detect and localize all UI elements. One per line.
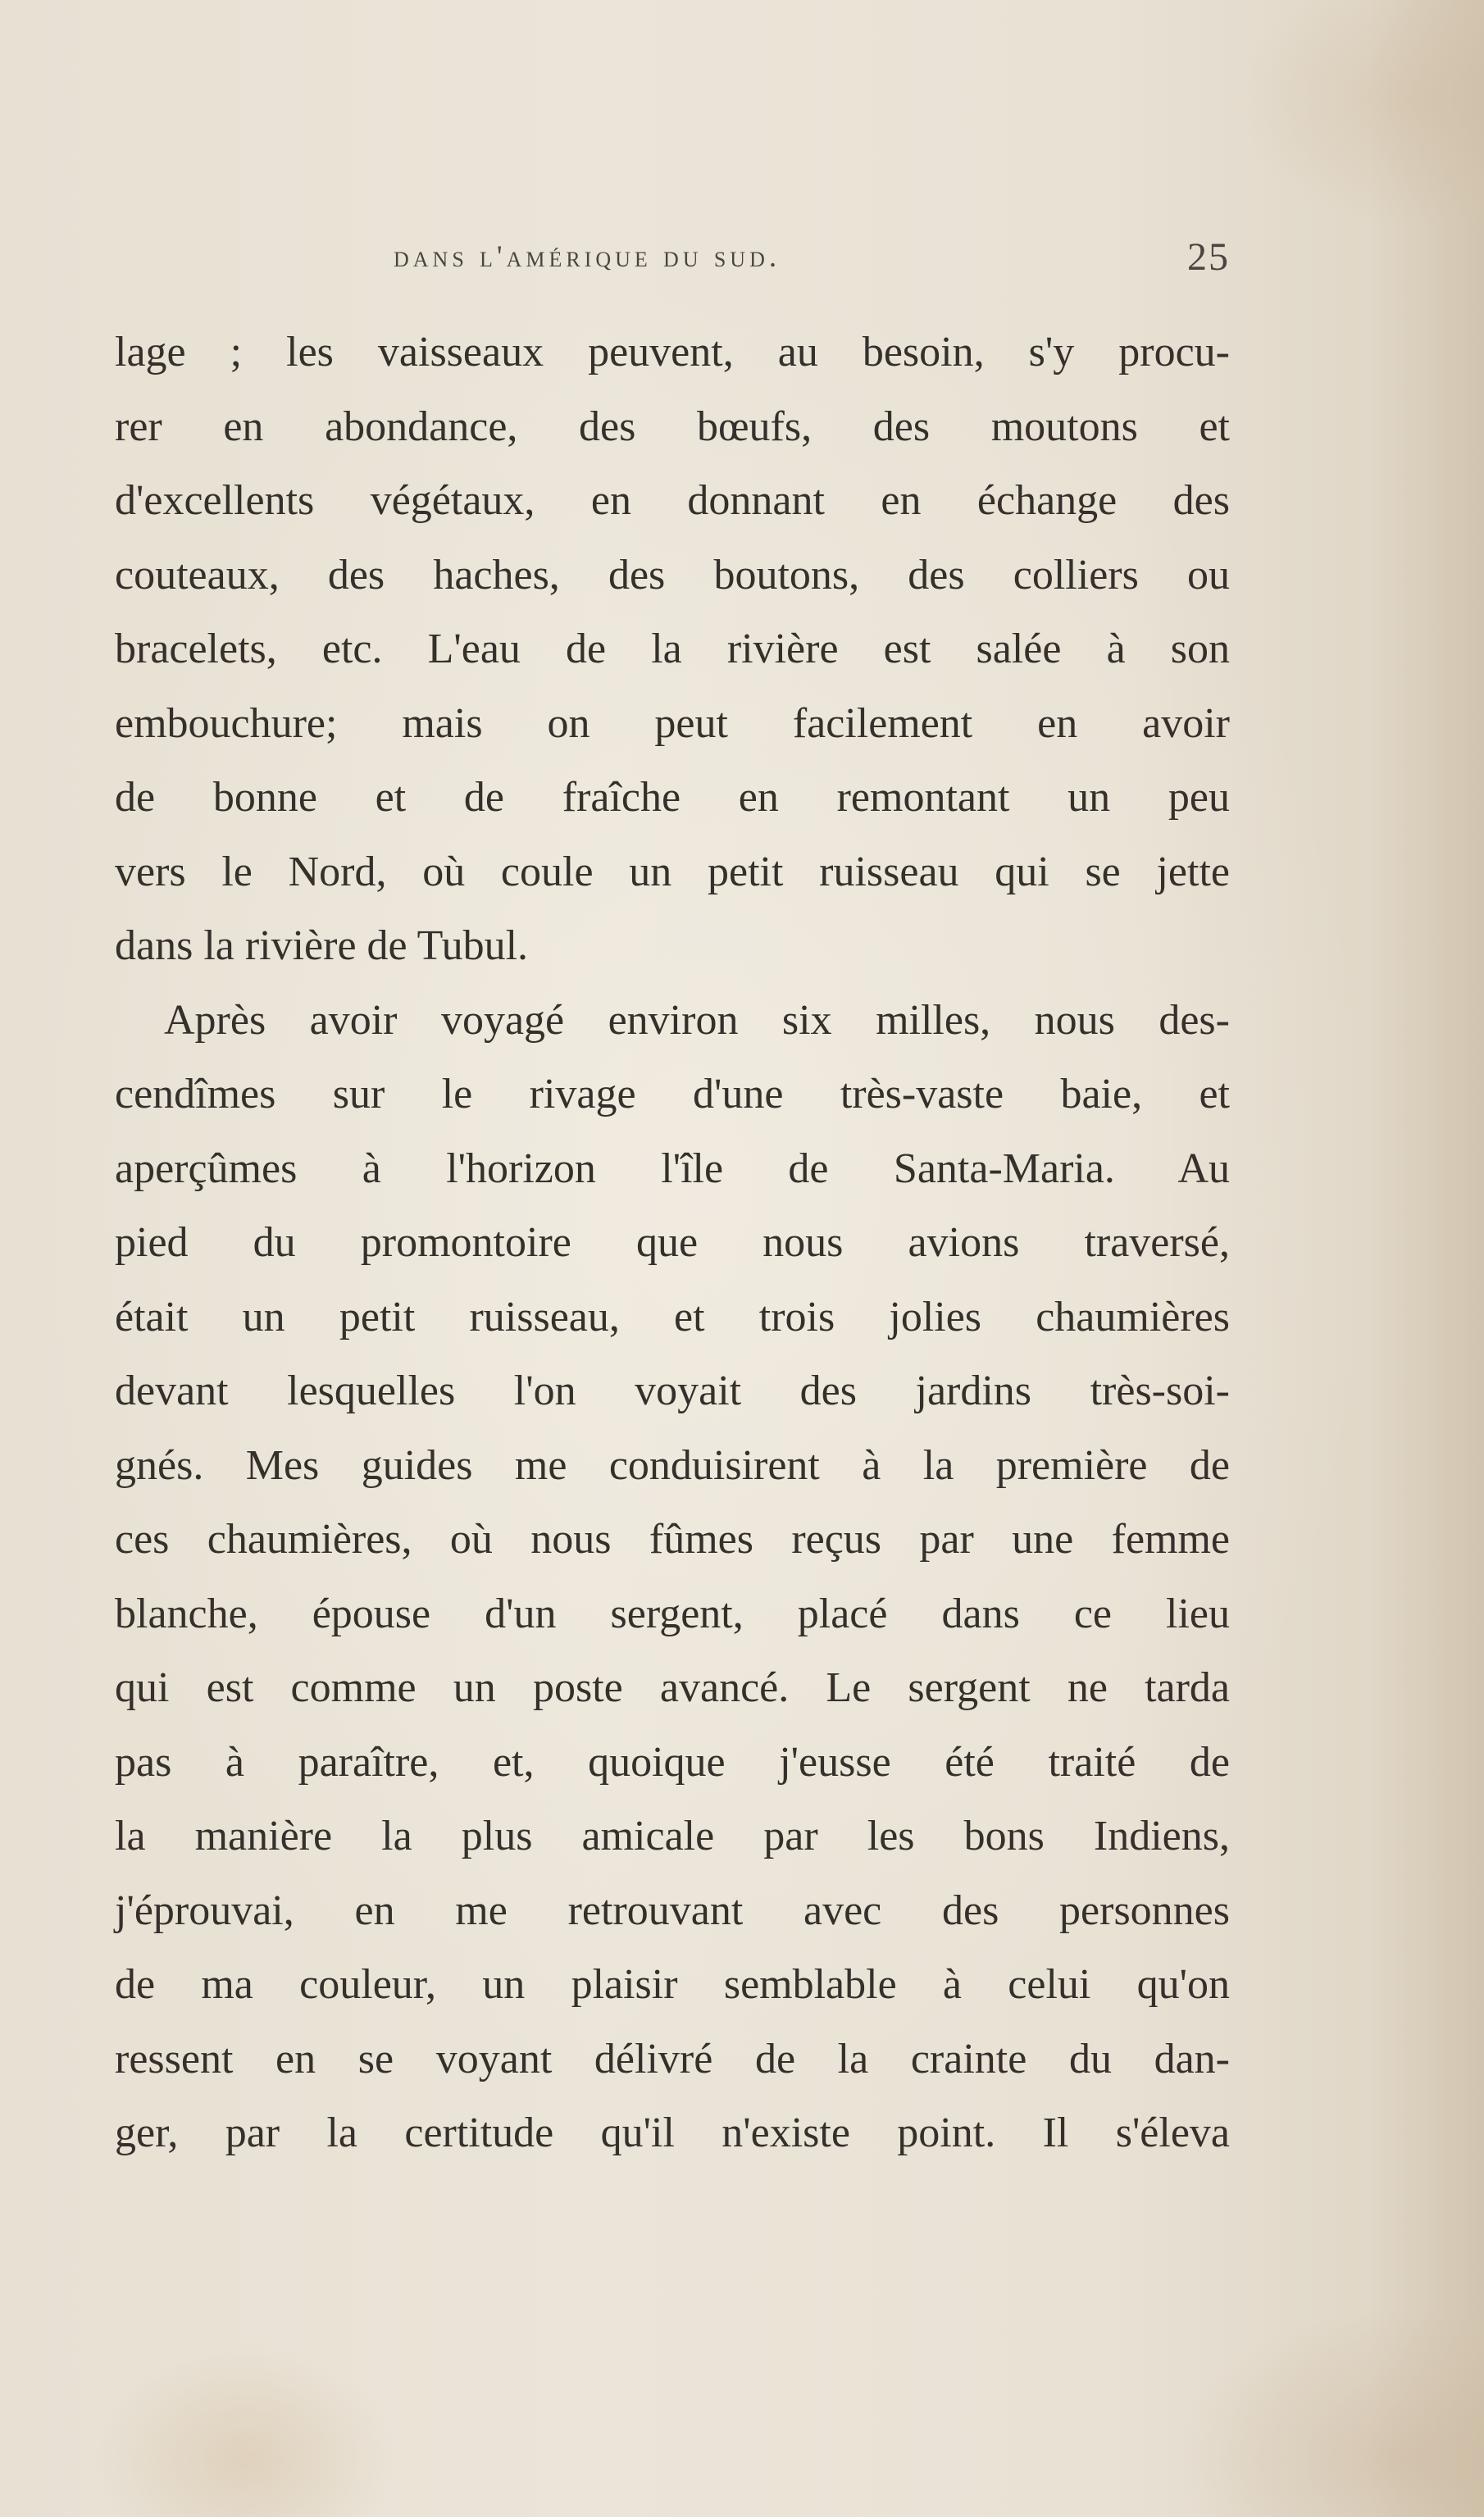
text-line: devant lesquelles l'on voyait des jardins très-soi-	[115, 1368, 1230, 1414]
text-line: Après avoir voyagé environ six milles, nous des-	[164, 996, 1230, 1044]
text-line: aperçûmes à l'horizon l'île de Santa-Maria. Au	[115, 1145, 1230, 1192]
text-line: j'éprouvai, en me retrouvant avec des personnes	[115, 1887, 1230, 1934]
running-header	[115, 235, 1230, 297]
text-line: pied du promontoire que nous avions traversé,	[115, 1219, 1230, 1266]
text-line: vers le Nord, où coule un petit ruisseau qui se jette	[115, 848, 1230, 895]
text-line: était un petit ruisseau, et trois jolies chaumières	[115, 1293, 1230, 1340]
text-line: couteaux, des haches, des boutons, des colliers ou	[115, 551, 1230, 599]
page-number: 25	[1187, 235, 1230, 279]
text-line: embouchure; mais on peut facilement en avoir	[115, 699, 1230, 747]
running-title: dans l'amérique du sud.	[394, 240, 781, 274]
text-line: ger, par la certitude qu'il n'existe point. Il s'éleva	[115, 2110, 1230, 2156]
text-line: de ma couleur, un plaisir semblable à celui qu'on	[115, 1961, 1230, 2008]
body-text	[115, 316, 1230, 2171]
text-line: pas à paraître, et, quoique j'eusse été traité de	[115, 1738, 1230, 1786]
text-line: gnés. Mes guides me conduisirent à la première de	[115, 1441, 1230, 1489]
text-line: ressent en se voyant délivré de la crainte du dan-	[115, 2035, 1230, 2082]
text-line: la manière la plus amicale par les bons Indiens,	[115, 1813, 1230, 1859]
text-line: lage ; les vaisseaux peuvent, au besoin, s'y procu-	[115, 329, 1230, 376]
text-line: rer en abondance, des bœufs, des moutons et	[115, 403, 1230, 450]
text-line: cendîmes sur le rivage d'une très-vaste baie, et	[115, 1071, 1230, 1117]
text-line: qui est comme un poste avancé. Le sergent ne tarda	[115, 1664, 1230, 1711]
text-line: blanche, épouse d'un sergent, placé dans ce lieu	[115, 1590, 1230, 1637]
text-line: bracelets, etc. L'eau de la rivière est salée à son	[115, 626, 1230, 672]
text-line: d'excellents végétaux, en donnant en échange des	[115, 477, 1230, 524]
text-line: dans la rivière de Tubul.	[115, 922, 529, 969]
text-line: de bonne et de fraîche en remontant un peu	[115, 774, 1230, 821]
text-line: ces chaumières, où nous fûmes reçus par une femme	[115, 1516, 1230, 1563]
